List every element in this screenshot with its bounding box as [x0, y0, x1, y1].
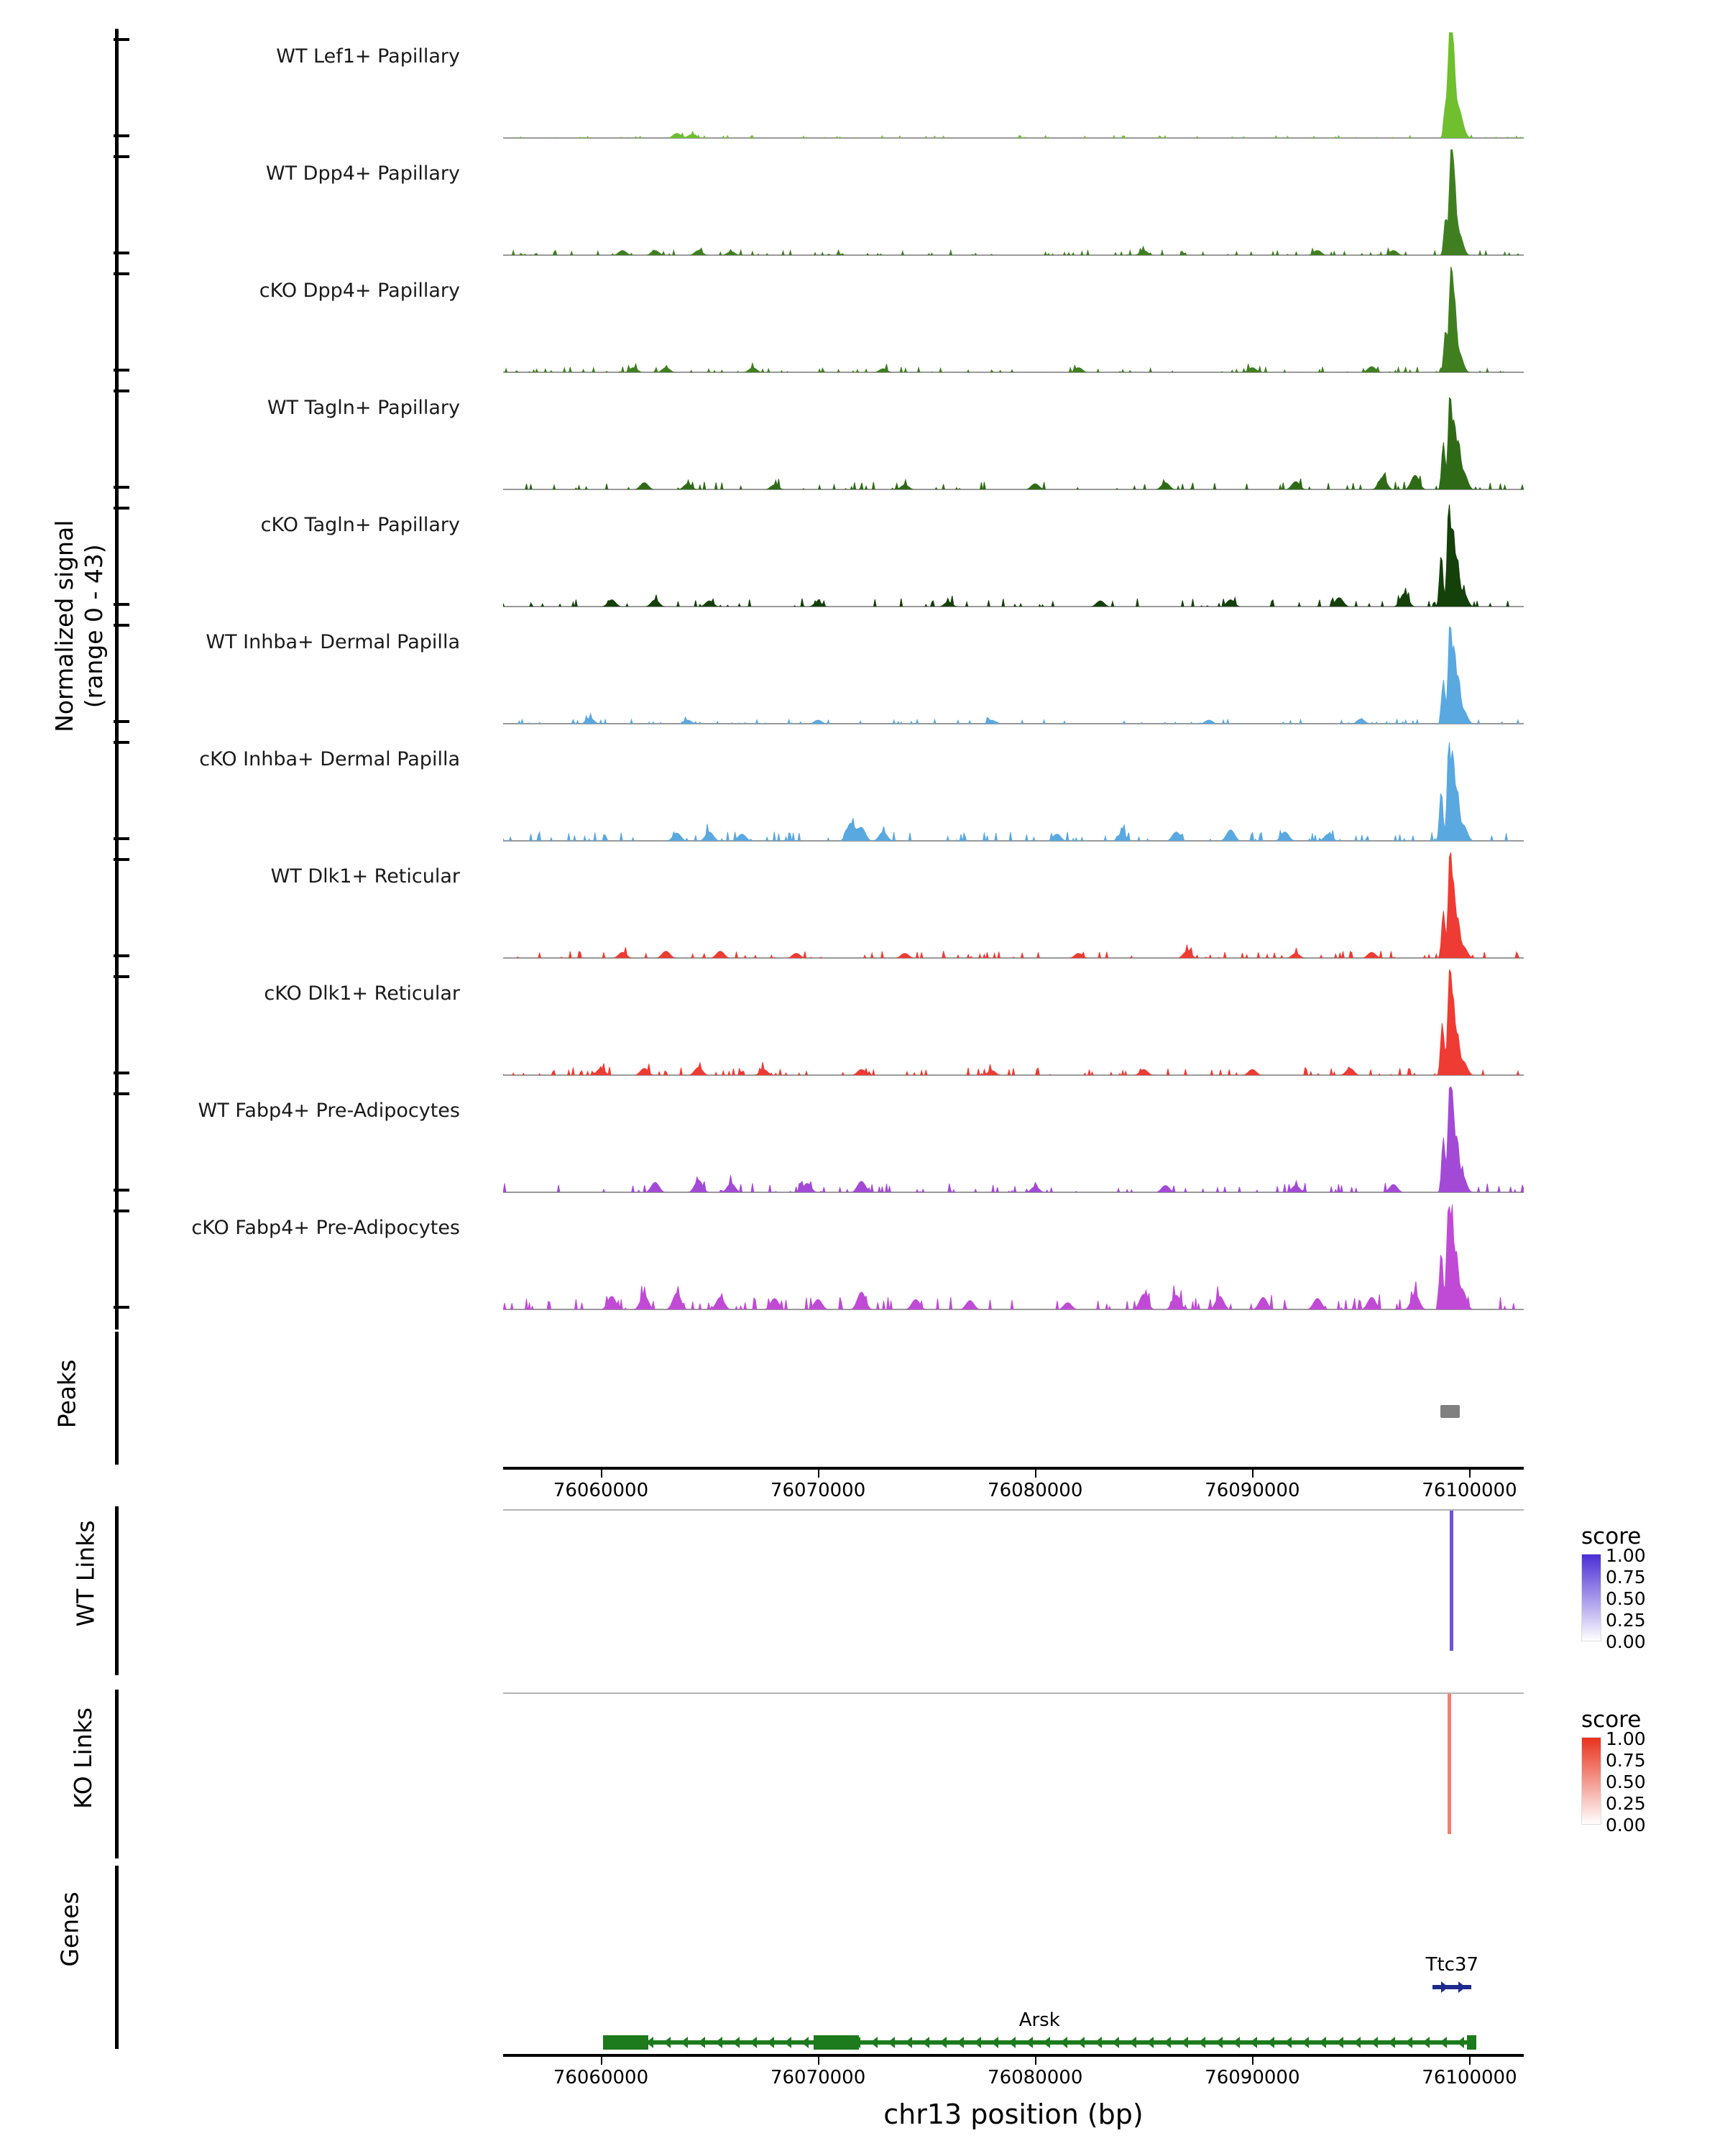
gene-exon — [603, 2035, 648, 2050]
coverage-track — [503, 1204, 1524, 1310]
signal-axis-tick — [114, 272, 129, 275]
legend-tick-label: 1.00 — [1606, 1545, 1646, 1566]
position-tick-label: 76080000 — [988, 1480, 1083, 1501]
coverage-track — [503, 1087, 1524, 1193]
gene-strand-arrow-icon — [1284, 2037, 1292, 2048]
coverage-track — [503, 267, 1524, 373]
signal-axis-tick — [114, 1092, 129, 1095]
position-tick — [601, 2057, 602, 2065]
signal-axis-tick — [114, 603, 129, 606]
signal-axis-tick — [114, 741, 129, 744]
wt-links-axis-line — [115, 1506, 119, 1675]
coverage-track — [503, 32, 1524, 139]
signal-axis-tick — [114, 390, 129, 392]
gene-label: Ttc37 — [1425, 1954, 1479, 1976]
genes-axis-line — [115, 1866, 119, 2049]
gene-strand-arrow-icon — [974, 2037, 981, 2048]
track-label-8: cKO Dlk1+ Reticular — [264, 982, 460, 1005]
wt-links-legend-title: score — [1581, 1524, 1642, 1549]
track-signal-profile — [503, 149, 1524, 255]
gene-strand-arrow-icon — [1026, 2037, 1033, 2048]
signal-axis-tick — [114, 1306, 129, 1309]
track-signal-profile — [503, 384, 1524, 489]
track-label-0: WT Lef1+ Papillary — [276, 45, 460, 68]
ko-links-legend-title: score — [1581, 1707, 1642, 1733]
track-signal-profile — [503, 501, 1524, 607]
gene-model[interactable] — [1432, 1980, 1471, 1994]
gene-strand-arrow-icon — [698, 2037, 705, 2048]
coverage-track — [503, 501, 1524, 607]
gene-strand-arrow-icon — [732, 2037, 740, 2048]
track-label-5: WT Inhba+ Dermal Papilla — [206, 631, 460, 653]
signal-axis-tick — [114, 975, 129, 978]
ko-links-section-label: KO Links — [69, 1707, 98, 1810]
gene-strand-arrow-icon — [853, 2037, 860, 2048]
gene-strand-arrow-icon — [836, 2037, 843, 2048]
gene-strand-arrow-icon — [646, 2037, 653, 2048]
gene-strand-arrow-icon — [1060, 2037, 1067, 2048]
ko-links-panel — [0, 1685, 1725, 1865]
legend-tick-label: 1.00 — [1606, 1728, 1646, 1749]
x-axis-title: chr13 position (bp) — [883, 2099, 1144, 2130]
signal-axis-tick — [114, 252, 129, 254]
track-signal-profile — [503, 735, 1524, 841]
position-tick-label: 76070000 — [770, 1480, 866, 1501]
legend-tick-label: 0.50 — [1606, 1588, 1646, 1609]
y-axis-label-line2: (range 0 - 43) — [80, 544, 108, 709]
gene-strand-arrow-icon — [1353, 2037, 1361, 2048]
gene-strand-arrow-icon — [750, 2037, 757, 2048]
track-label-7: WT Dlk1+ Reticular — [270, 865, 460, 888]
coverage-track — [503, 384, 1524, 490]
gene-label: Arsk — [1018, 2009, 1060, 2031]
gene-strand-arrow-icon — [1319, 2037, 1326, 2048]
coverage-track — [503, 852, 1524, 959]
position-tick-label: 76060000 — [553, 2067, 649, 2088]
signal-axis-line — [115, 29, 119, 1330]
gene-model[interactable] — [603, 2035, 1476, 2050]
signal-axis-tick — [114, 954, 129, 957]
position-tick-label: 76100000 — [1422, 2067, 1517, 2088]
gene-strand-arrow-icon — [1112, 2037, 1119, 2048]
signal-axis-tick — [114, 858, 129, 861]
position-tick — [1035, 2057, 1036, 2065]
position-tick — [818, 1470, 819, 1478]
gene-body-line — [1432, 1985, 1471, 1989]
gene-strand-arrow-icon — [1215, 2037, 1223, 2048]
track-label-9: WT Fabp4+ Pre-Adipocytes — [198, 1100, 460, 1122]
gene-strand-arrow-icon — [991, 2037, 998, 2048]
signal-axis-tick — [114, 369, 129, 372]
legend-tick-label: 0.75 — [1606, 1567, 1646, 1588]
gene-strand-arrow-icon — [663, 2037, 671, 2048]
gene-strand-arrow-icon — [681, 2037, 688, 2048]
gene-strand-arrow-icon — [1008, 2037, 1016, 2048]
signal-axis-tick — [114, 1189, 129, 1192]
track-label-3: WT Tagln+ Papillary — [267, 397, 460, 419]
position-tick — [1035, 1470, 1036, 1478]
ko-links-legend — [1581, 1707, 1646, 1838]
signal-axis-tick — [114, 837, 129, 840]
track-signal-profile — [503, 852, 1524, 958]
ko-links-axis-line — [115, 1690, 119, 1858]
link-arc — [1448, 1694, 1451, 1834]
position-tick-label: 76090000 — [1205, 2067, 1300, 2088]
peaks-position-axis — [503, 1467, 1524, 1501]
ko-links-plot — [503, 1692, 1524, 1858]
peaks-panel — [0, 1326, 1725, 1501]
track-signal-profile — [503, 1087, 1524, 1192]
signal-axis-tick — [114, 155, 129, 158]
genes-position-axis — [503, 2054, 1524, 2088]
wt-links-plot — [503, 1509, 1524, 1674]
gene-strand-arrow-icon — [1198, 2037, 1205, 2048]
position-tick-label: 76100000 — [1422, 1480, 1517, 1501]
wt-links-legend-ticks — [1606, 1547, 1646, 1654]
wt-links-section-label: WT Links — [71, 1520, 100, 1627]
track-label-2: cKO Dpp4+ Papillary — [259, 280, 460, 302]
position-tick — [1252, 2057, 1254, 2065]
coverage-track — [503, 969, 1524, 1076]
genes-panel — [0, 1861, 1725, 2156]
wt-links-legend — [1581, 1524, 1646, 1654]
position-tick-label: 76090000 — [1205, 1480, 1300, 1501]
signal-axis-tick — [114, 1210, 129, 1212]
legend-tick-label: 0.00 — [1606, 1631, 1646, 1652]
signal-axis-tick — [114, 134, 129, 137]
gene-strand-arrow-icon — [939, 2037, 947, 2048]
position-tick — [818, 2057, 819, 2065]
gene-strand-arrow-icon — [888, 2037, 895, 2048]
gene-strand-arrow-icon — [629, 2037, 636, 2048]
track-signal-profile — [503, 32, 1524, 138]
legend-tick-label: 0.25 — [1606, 1610, 1646, 1631]
gene-strand-arrow-icon — [905, 2037, 912, 2048]
gene-strand-arrow-icon — [801, 2037, 809, 2048]
signal-axis-tick — [114, 486, 129, 489]
gene-strand-arrow-icon — [1077, 2037, 1085, 2048]
track-signal-profile — [503, 267, 1524, 372]
ko-links-legend-ticks — [1606, 1730, 1646, 1838]
wt-links-legend-colorbar — [1581, 1554, 1601, 1641]
gene-strand-arrow-icon — [1422, 2037, 1430, 2048]
legend-tick-label: 0.00 — [1606, 1815, 1646, 1835]
position-tick-label: 76060000 — [553, 1480, 649, 1501]
position-tick — [1469, 2057, 1471, 2065]
gene-strand-arrow-icon — [1095, 2037, 1102, 2048]
gene-strand-arrow-icon — [1441, 1981, 1448, 1993]
track-label-4: cKO Tagln+ Papillary — [260, 514, 460, 536]
link-arc — [1450, 1511, 1453, 1651]
gene-strand-arrow-icon — [1388, 2037, 1395, 2048]
y-axis-label-line1: Normalized signal — [50, 520, 78, 732]
signal-axis-tick — [114, 507, 129, 510]
peak-region — [1440, 1405, 1460, 1418]
gene-strand-arrow-icon — [1267, 2037, 1274, 2048]
gene-strand-arrow-icon — [1457, 2037, 1464, 2048]
position-tick — [601, 1470, 602, 1478]
gene-strand-arrow-icon — [1458, 1981, 1466, 1993]
track-signal-profile — [503, 969, 1524, 1075]
gene-strand-arrow-icon — [1302, 2037, 1309, 2048]
track-label-1: WT Dpp4+ Papillary — [265, 162, 460, 185]
gene-strand-arrow-icon — [957, 2037, 964, 2048]
gene-strand-arrow-icon — [870, 2037, 878, 2048]
signal-axis-tick — [114, 720, 129, 723]
gene-strand-arrow-icon — [612, 2037, 619, 2048]
gene-strand-arrow-icon — [784, 2037, 791, 2048]
gene-exon — [1467, 2035, 1476, 2050]
coverage-track — [503, 149, 1524, 256]
ko-links-legend-colorbar — [1581, 1737, 1601, 1825]
gene-strand-arrow-icon — [1336, 2037, 1343, 2048]
position-tick — [1469, 1470, 1471, 1478]
track-label-6: cKO Inhba+ Dermal Papilla — [199, 748, 460, 770]
position-tick-label: 76080000 — [988, 2067, 1083, 2088]
signal-axis-tick — [114, 38, 129, 41]
gene-strand-arrow-icon — [1181, 2037, 1188, 2048]
position-tick — [1252, 1470, 1254, 1478]
track-label-10: cKO Fabp4+ Pre-Adipocytes — [191, 1217, 460, 1239]
legend-tick-label: 0.75 — [1606, 1750, 1646, 1771]
gene-strand-arrow-icon — [1440, 2037, 1447, 2048]
gene-strand-arrow-icon — [922, 2037, 929, 2048]
gene-strand-arrow-icon — [1146, 2037, 1154, 2048]
signal-axis-tick — [114, 624, 129, 627]
gene-strand-arrow-icon — [1250, 2037, 1257, 2048]
coverage-track — [503, 618, 1524, 724]
legend-tick-label: 0.50 — [1606, 1772, 1646, 1792]
track-signal-profile — [503, 618, 1524, 724]
gene-strand-arrow-icon — [819, 2037, 826, 2048]
gene-strand-arrow-icon — [1371, 2037, 1378, 2048]
genes-section-label: Genes — [55, 1892, 84, 1967]
gene-strand-arrow-icon — [767, 2037, 774, 2048]
track-signal-profile — [503, 1204, 1524, 1309]
gene-strand-arrow-icon — [1164, 2037, 1171, 2048]
gene-strand-arrow-icon — [715, 2037, 722, 2048]
gene-strand-arrow-icon — [1405, 2037, 1412, 2048]
position-tick-label: 76070000 — [770, 2067, 866, 2088]
peaks-section-label: Peaks — [52, 1359, 81, 1429]
legend-tick-label: 0.25 — [1606, 1793, 1646, 1814]
gene-strand-arrow-icon — [1043, 2037, 1050, 2048]
coverage-track — [503, 735, 1524, 842]
gene-strand-arrow-icon — [1129, 2037, 1136, 2048]
gene-strand-arrow-icon — [1233, 2037, 1240, 2048]
signal-axis-tick — [114, 1072, 129, 1074]
wt-links-panel — [0, 1502, 1725, 1682]
